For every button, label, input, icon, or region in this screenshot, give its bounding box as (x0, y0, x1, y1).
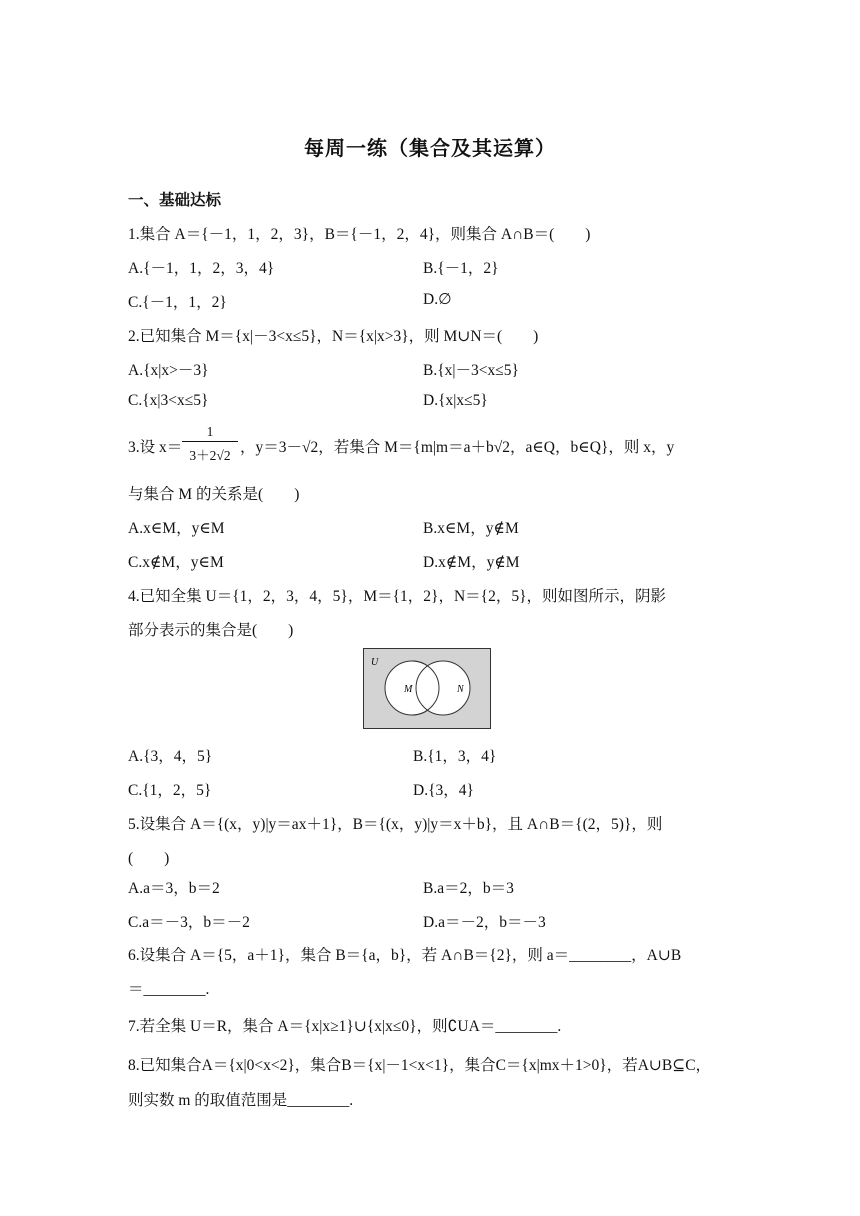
q1-option-b: B.{－1，2} (423, 260, 499, 277)
q4-option-b: B.{1，3，4} (413, 748, 497, 765)
q1-option-d: D.∅ (423, 291, 452, 308)
q3-fraction-numerator: 1 (182, 424, 238, 442)
q8-stem-line2: 则实数 m 的取值范围是________. (128, 1092, 354, 1109)
q4-option-d: D.{3，4} (413, 782, 474, 799)
q3-option-d: D.x∉M，y∉M (423, 554, 520, 571)
q1-option-c: C.{－1，1，2} (128, 294, 227, 311)
q3-prefix: 3.设 x＝ (128, 439, 183, 456)
q3-middle: ，y＝3－√2，若集合 M＝{m|m＝a＋b√2，a∈Q，b∈Q}，则 x，y (240, 439, 675, 456)
venn-label-m: M (404, 684, 413, 695)
q3-fraction (182, 424, 238, 464)
q3-option-a: A.x∈M，y∈M (128, 520, 225, 537)
q4-stem-line2: 部分表示的集合是( ) (128, 622, 294, 639)
page-title: 每周一练（集合及其运算） (304, 136, 556, 160)
q2-option-c: C.{x|3<x≤5} (128, 392, 209, 409)
venn-diagram (363, 648, 491, 729)
q5-option-b: B.a＝2，b＝3 (423, 880, 514, 897)
q7-stem: 7.若全集 U＝R，集合 A＝{x|x≥1}∪{x|x≤0}，则∁UA＝________. (128, 1018, 562, 1035)
q5-option-d: D.a＝－2，b＝－3 (423, 914, 546, 931)
venn-label-n: N (457, 684, 464, 695)
q4-option-a: A.{3，4，5} (128, 748, 213, 765)
q5-option-a: A.a＝3，b＝2 (128, 880, 220, 897)
q3-fraction-denominator: 3＋2√2 (189, 448, 231, 463)
q6-stem: 6.设集合 A＝{5，a＋1}，集合 B＝{a，b}，若 A∩B＝{2}，则 a＝________，A∪B (128, 947, 682, 964)
q1-option-a: A.{－1，1，2，3，4} (128, 260, 275, 277)
q5-option-c: C.a＝－3，b＝－2 (128, 914, 250, 931)
q6-stem-line2: ＝________. (128, 981, 210, 998)
q3-option-c: C.x∉M，y∈M (128, 554, 224, 571)
q1-stem: 1.集合 A＝{－1，1，2，3}，B＝{－1，2，4}，则集合 A∩B＝( ) (128, 226, 591, 243)
q3-stem-line2: 与集合 M 的关系是( ) (128, 486, 300, 503)
q2-option-b: B.{x|－3<x≤5} (423, 362, 519, 379)
q4-stem: 4.已知全集 U＝{1，2，3，4，5}，M＝{1，2}，N＝{2，5}，则如图所示，阴影 (128, 588, 667, 605)
q8-stem: 8.已知集合A＝{x|0<x<2}，集合B＝{x|－1<x<1}，集合C＝{x|mx＋1>0}，若A∪B⊆C， (128, 1057, 712, 1074)
q5-stem-line2: ( ) (128, 850, 170, 867)
section-heading: 一、基础达标 (128, 191, 222, 209)
venn-label-u: U (371, 657, 379, 668)
q5-stem: 5.设集合 A＝{(x，y)|y＝ax＋1}，B＝{(x，y)|y＝x＋b}，且 A∩B＝{(2，5)}，则 (128, 816, 663, 833)
q2-option-a: A.{x|x>－3} (128, 362, 209, 379)
q2-option-d: D.{x|x≤5} (423, 392, 488, 409)
q3-option-b: B.x∈M，y∉M (423, 520, 519, 537)
q4-option-c: C.{1，2，5} (128, 782, 212, 799)
q2-stem: 2.已知集合 M＝{x|－3<x≤5}，N＝{x|x>3}，则 M∪N＝( ) (128, 328, 539, 345)
